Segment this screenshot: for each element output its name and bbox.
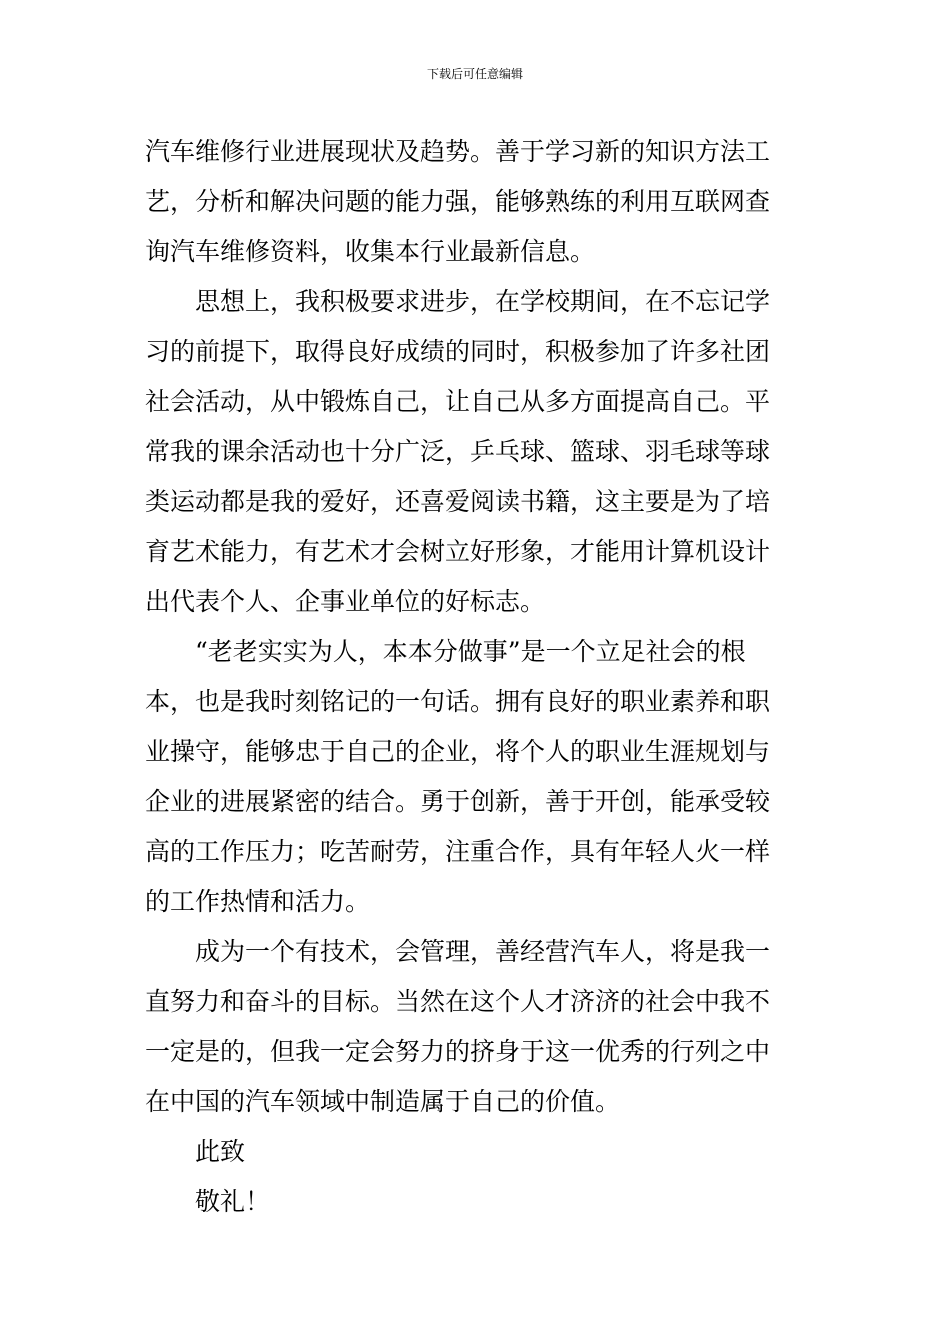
text-line: 直努力和奋斗的目标。当然在这个人才济济的社会中我不 [145,987,771,1016]
paragraph-motto [145,627,815,927]
text-line: 常我的课余活动也十分广泛，乒乓球、篮球、羽毛球等球 [145,437,771,466]
text-line: 企业的进展紧密的结合。勇于创新，善于开创，能承受较 [145,787,771,816]
text-line: 汽车维修行业进展现状及趋势。善于学习新的知识方法工 [145,137,771,166]
text-line: 询汽车维修资料，收集本行业最新信息。 [145,237,596,266]
text-line: 育艺术能力，有艺术才会树立好形象，才能用计算机设计 [145,537,771,566]
text-line: 思想上，我积极要求进步，在学校期间，在不忘记学 [195,287,771,316]
letter-body [145,127,815,1227]
closing-salutation: 此致 [195,1137,246,1166]
closing-regards: 敬礼！ [195,1187,271,1216]
text-line: 习的前提下，取得良好成绩的同时，积极参加了许多社团 [145,337,771,366]
text-line: 一定是的，但我一定会努力的挤身于这一优秀的行列之中 [145,1037,771,1066]
text-line: 艺，分析和解决问题的能力强，能够熟练的利用互联网查 [145,187,771,216]
text-line: 社会活动，从中锻炼自己，让自己从多方面提高自己。平 [145,387,771,416]
text-line: 出代表个人、企事业单位的好标志。 [145,587,546,616]
text-line: 成为一个有技术，会管理，善经营汽车人，将是我一 [195,937,771,966]
text-line: 业操守，能够忠于自己的企业，将个人的职业生涯规划与 [145,737,771,766]
page-header: 下载后可任意编辑 [426,67,523,81]
text-line: 在中国的汽车领域中制造属于自己的价值。 [145,1087,621,1116]
paragraph-goal [145,927,815,1127]
paragraph-ideology [145,277,815,627]
text-line: “老老实实为人，本本分做事”是一个立足社会的根 [195,637,746,666]
text-line: 类运动都是我的爱好，还喜爱阅读书籍，这主要是为了培 [145,487,771,516]
text-line: 高的工作压力；吃苦耐劳，注重合作，具有年轻人火一样 [145,837,771,866]
text-line: 本，也是我时刻铭记的一句话。拥有良好的职业素养和职 [145,687,771,716]
text-line: 的工作热情和活力。 [145,887,371,916]
paragraph-skills [145,127,815,277]
